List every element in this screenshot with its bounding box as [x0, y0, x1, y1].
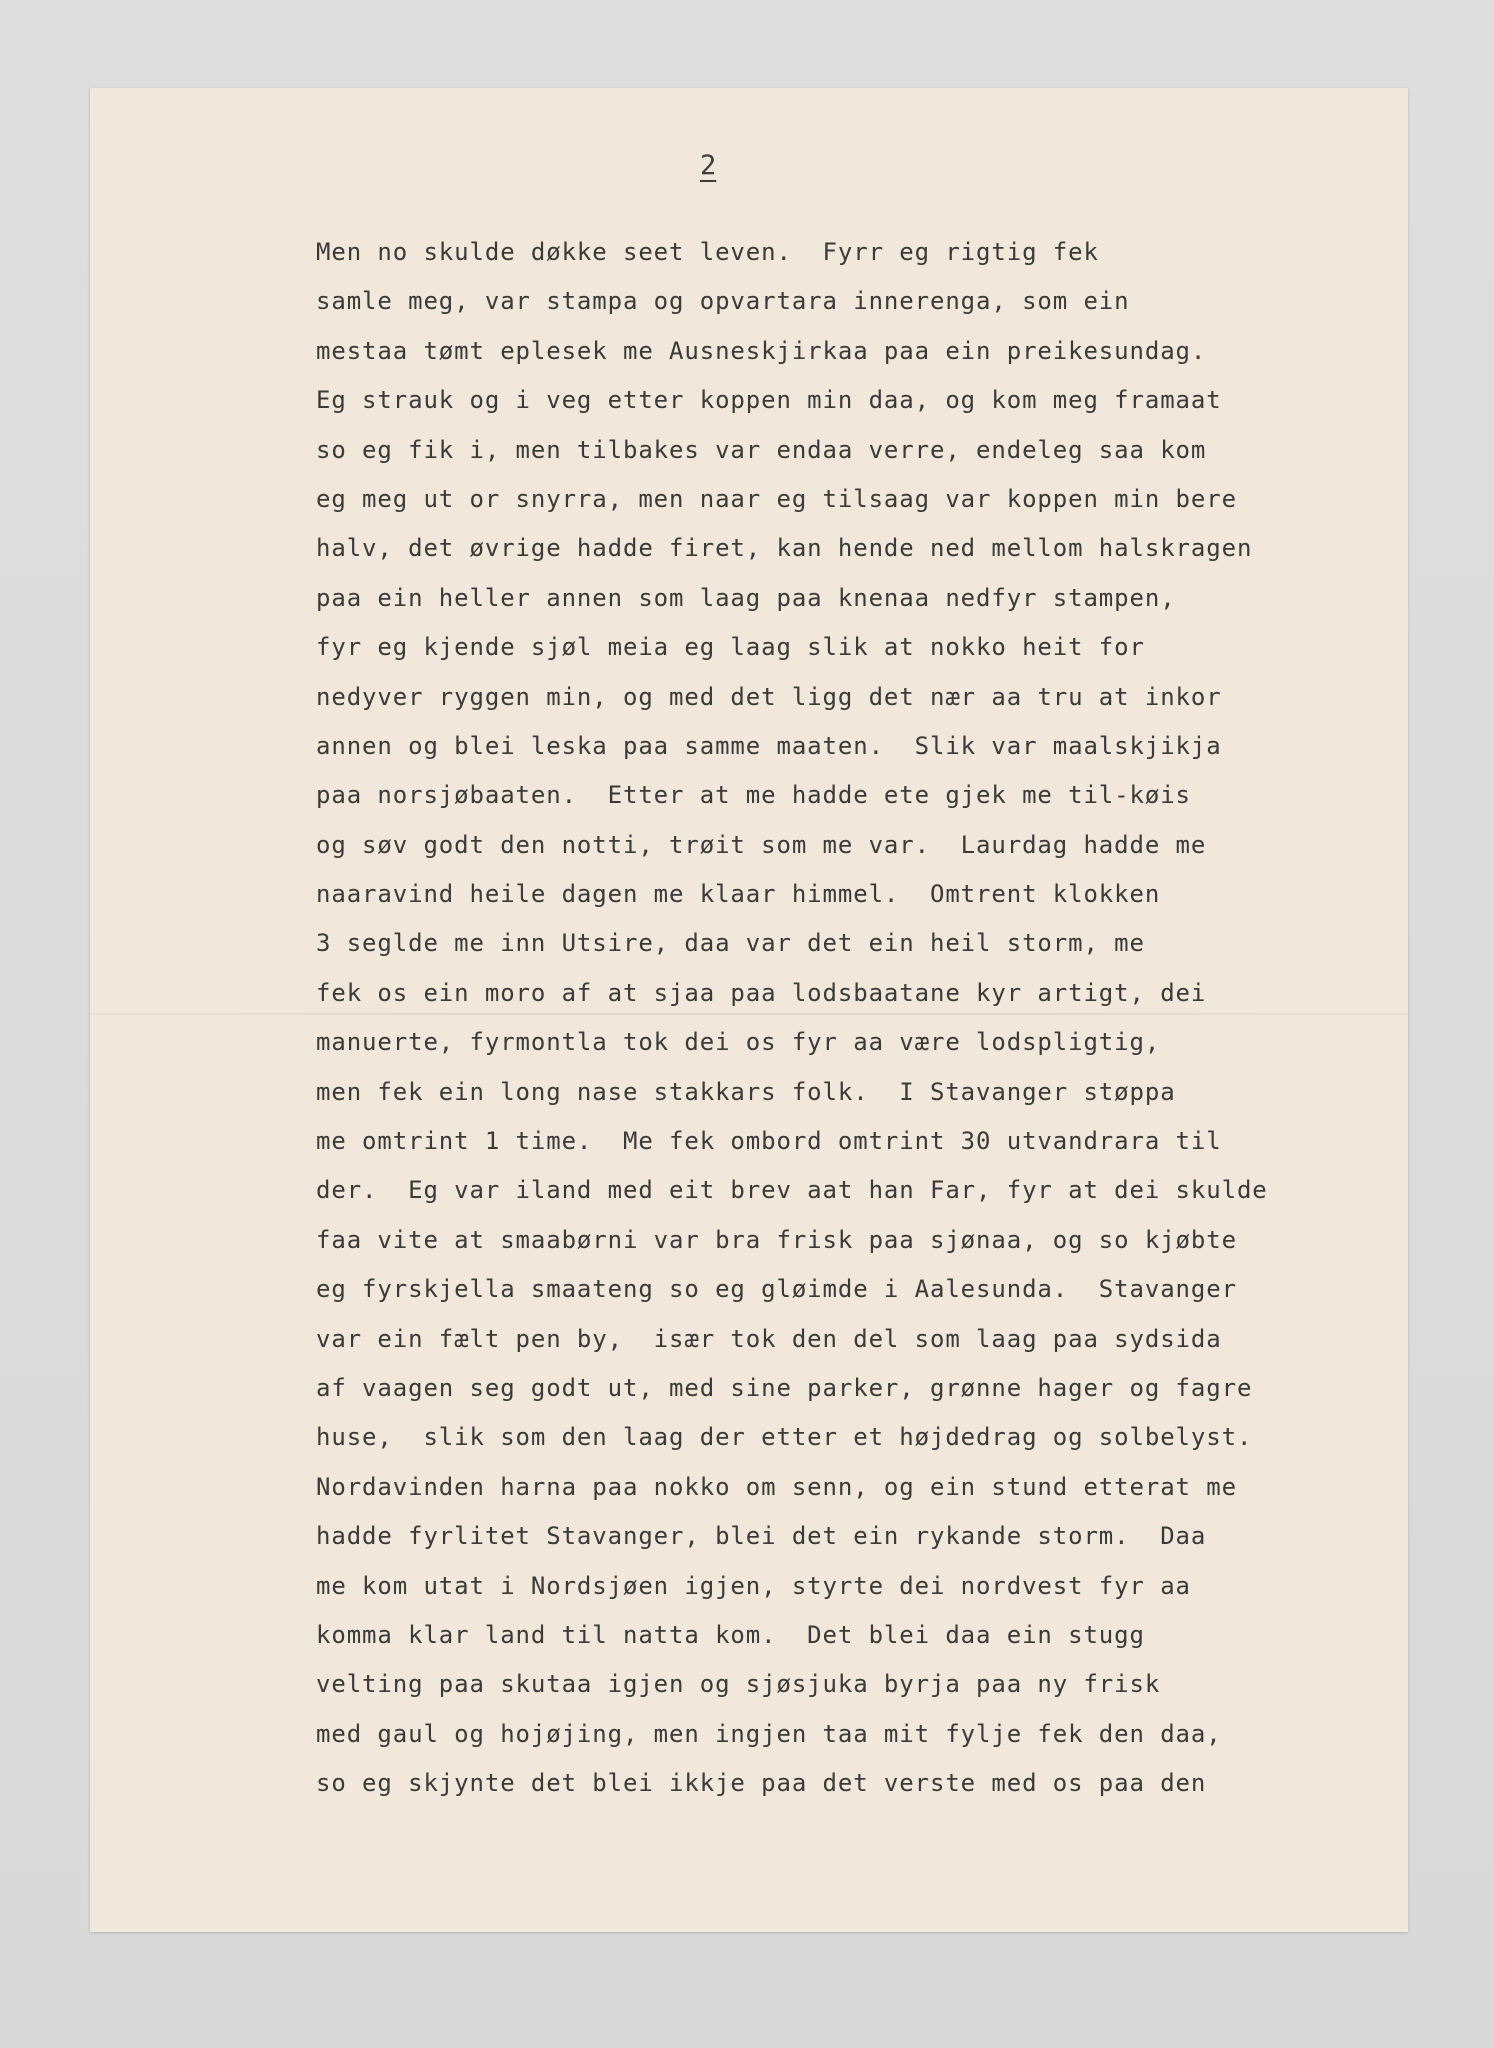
text-line: annen og blei leska paa samme maaten. Slik var maalskjikja	[316, 731, 1222, 760]
text-line: samle meg, var stampa og opvartara innerenga, som ein	[316, 287, 1130, 316]
text-line: fek os ein moro af at sjaa paa lodsbaatane kyr artigt, dei	[316, 978, 1207, 1007]
text-line: mestaa tømt eplesek me Ausneskjirkaa paa ein preikesundag.	[316, 336, 1207, 365]
text-line: 3 seglde me inn Utsire, daa var det ein heil storm, me	[316, 929, 1145, 958]
page-number: 2	[700, 150, 717, 181]
text-line: nedyver ryggen min, og med det ligg det nær aa tru at inkor	[316, 682, 1222, 711]
text-line: men fek ein long nase stakkars folk. I Stavanger støppa	[316, 1077, 1176, 1106]
text-line: velting paa skutaa igjen og sjøsjuka byrja paa ny frisk	[316, 1670, 1161, 1699]
text-line: komma klar land til natta kom. Det blei daa ein stugg	[316, 1620, 1145, 1649]
text-line: paa ein heller annen som laag paa knenaa nedfyr stampen,	[316, 583, 1176, 612]
text-line: me kom utat i Nordsjøen igjen, styrte dei nordvest fyr aa	[316, 1571, 1191, 1600]
text-line: var ein fælt pen by, især tok den del som laag paa sydsida	[316, 1324, 1222, 1353]
text-line: me omtrint 1 time. Me fek ombord omtrint 30 utvandrara til	[316, 1127, 1222, 1156]
text-line: faa vite at smaabørni var bra frisk paa sjønaa, og so kjøbte	[316, 1225, 1237, 1254]
text-line: so eg skjynte det blei ikkje paa det verste med os paa den	[316, 1769, 1207, 1798]
text-line: so eg fik i, men tilbakes var endaa verre, endeleg saa kom	[316, 435, 1207, 464]
text-line: eg fyrskjella smaateng so eg gløimde i Aalesunda. Stavanger	[316, 1275, 1237, 1304]
text-line: huse, slik som den laag der etter et højdedrag og solbelyst.	[316, 1423, 1253, 1452]
text-line: halv, det øvrige hadde firet, kan hende ned mellom halskragen	[316, 534, 1253, 563]
typewritten-page	[90, 88, 1408, 1932]
text-line: hadde fyrlitet Stavanger, blei det ein rykande storm. Daa	[316, 1522, 1207, 1551]
text-line: med gaul og hojøjing, men ingjen taa mit fylje fek den daa,	[316, 1719, 1222, 1748]
text-line: Eg strauk og i veg etter koppen min daa, og kom meg framaat	[316, 386, 1222, 415]
text-line: der. Eg var iland med eit brev aat han Far, fyr at dei skulde	[316, 1176, 1268, 1205]
text-line: eg meg ut or snyrra, men naar eg tilsaag var koppen min bere	[316, 484, 1237, 513]
text-line: af vaagen seg godt ut, med sine parker, grønne hager og fagre	[316, 1373, 1253, 1402]
text-line: paa norsjøbaaten. Etter at me hadde ete gjek me til-køis	[316, 781, 1191, 810]
text-line: naaravind heile dagen me klaar himmel. Omtrent klokken	[316, 880, 1161, 909]
text-line: og søv godt den notti, trøit som me var. Laurdag hadde me	[316, 830, 1207, 859]
text-line: fyr eg kjende sjøl meia eg laag slik at nokko heit for	[316, 633, 1145, 662]
letter-body	[316, 228, 1396, 1809]
text-line: Men no skulde døkke seet leven. Fyrr eg rigtig fek	[316, 238, 1099, 266]
text-line: manuerte, fyrmontla tok dei os fyr aa være lodspligtig,	[316, 1028, 1161, 1057]
text-line: Nordavinden harna paa nokko om senn, og ein stund etterat me	[316, 1472, 1237, 1501]
